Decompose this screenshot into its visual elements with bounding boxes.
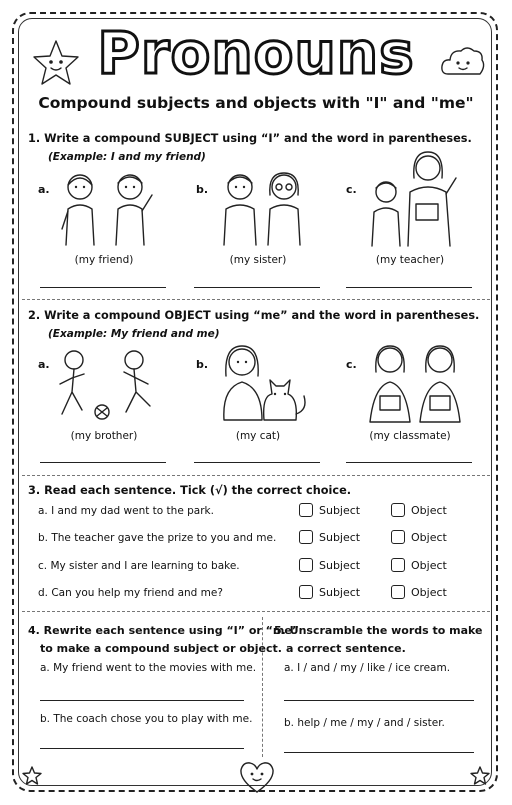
object-checkbox-a[interactable] [391,503,405,517]
smiling-heart-icon [238,760,276,794]
boys-playing-soccer-illustration [50,348,170,424]
girl-with-cat-illustration [212,340,312,426]
section2-letter-c: c. [346,358,357,371]
section1-letter-a: a. [38,183,50,196]
object-label: Object [411,504,447,517]
answer-line-4b[interactable] [40,748,244,749]
object-label: Object [411,559,447,572]
subject-checkbox-c[interactable] [299,558,313,572]
section1-caption-c: (my teacher) [375,254,445,266]
object-label: Object [411,586,447,599]
section2-caption-c: (my classmate) [369,430,451,442]
subject-label: Subject [319,504,361,517]
section1-letter-c: c. [346,183,357,196]
section2-letter-b: b. [196,358,209,371]
page-subtitle: Compound subjects and objects with "I" and "me" [38,94,474,112]
section3-heading: 3. Read each sentence. Tick (√) the correct choice. [28,484,352,497]
boy-and-girl-illustration [212,165,312,247]
section3-sentence-c: c. My sister and I are learning to bake. [38,560,240,572]
subject-label: Subject [319,586,361,599]
answer-line-1c[interactable] [346,287,472,288]
teacher-with-girl-illustration [366,148,466,248]
object-checkbox-b[interactable] [391,530,405,544]
section5-heading-line1: 5. Unscramble the words to make [274,624,483,637]
subject-label: Subject [319,559,361,572]
two-girls-reading-illustration [366,340,466,426]
section4-heading-line1: 4. Rewrite each sentence using “I” or “me” [28,624,300,637]
answer-line-2b[interactable] [194,462,320,463]
section4-item-b: b. The coach chose you to play with me. [40,713,253,725]
page-title: Pronouns [97,19,415,87]
section2-caption-b: (my cat) [235,430,281,442]
star-icon [22,766,42,786]
answer-line-1a[interactable] [40,287,166,288]
section2-letter-a: a. [38,358,50,371]
divider [22,611,490,612]
subject-checkbox-b[interactable] [299,530,313,544]
subject-label: Subject [319,531,361,544]
answer-line-5a[interactable] [284,700,474,701]
answer-line-2a[interactable] [40,462,166,463]
section5-heading-line2: a correct sentence. [286,642,406,655]
section3-sentence-a: a. I and my dad went to the park. [38,505,214,517]
divider [22,475,490,476]
section1-caption-b: (my sister) [229,254,287,266]
section5-item-a: a. I / and / my / like / ice cream. [284,662,451,674]
object-label: Object [411,531,447,544]
answer-line-1b[interactable] [194,287,320,288]
section2-heading: 2. Write a compound OBJECT using “me” and the word in parentheses. [28,309,480,322]
subject-checkbox-a[interactable] [299,503,313,517]
answer-line-2c[interactable] [346,462,472,463]
divider [22,299,490,300]
section1-caption-a: (my friend) [74,254,134,266]
answer-line-4a[interactable] [40,700,244,701]
column-divider [262,617,263,757]
section5-item-b: b. help / me / my / and / sister. [284,717,445,729]
object-checkbox-d[interactable] [391,585,405,599]
two-kids-waving-illustration [52,165,162,247]
star-icon [470,766,490,786]
section3-sentence-b: b. The teacher gave the prize to you and me. [38,532,277,544]
section2-caption-a: (my brother) [70,430,138,442]
section3-sentence-d: d. Can you help my friend and me? [38,587,223,599]
section1-heading: 1. Write a compound SUBJECT using “I” and the word in parentheses. [28,132,472,145]
section1-letter-b: b. [196,183,209,196]
section4-item-a: a. My friend went to the movies with me. [40,662,257,674]
section1-example: (Example: I and my friend) [48,151,206,163]
section2-example: (Example: My friend and me) [48,328,220,340]
answer-line-5b[interactable] [284,752,474,753]
subject-checkbox-d[interactable] [299,585,313,599]
section4-heading-line2: to make a compound subject or object. [40,642,282,655]
object-checkbox-c[interactable] [391,558,405,572]
